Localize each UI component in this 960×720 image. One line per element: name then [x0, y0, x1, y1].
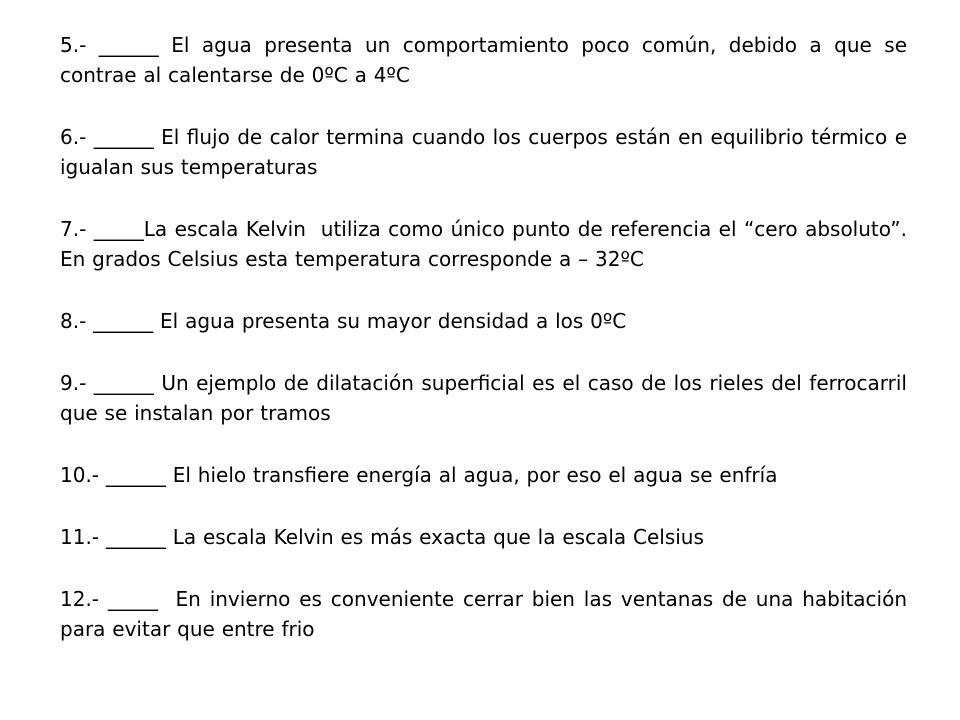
answer-blank: ______ — [86, 309, 161, 333]
statement-number: 9.- — [60, 371, 87, 395]
statement-9 — [60, 368, 914, 428]
statement-number: 6.- — [60, 125, 87, 149]
statement-text: La escala Kelvin utiliza como único punto de referencia el “cero absoluto”. En grados Celsius esta temperatura corresponde a – 32ºC — [60, 217, 914, 271]
statement-12 — [60, 584, 914, 644]
statement-text: El agua presenta un comportamiento poco común, debido a que se contrae al calentarse de 0ºC a 4ºC — [60, 33, 914, 87]
statement-text: El flujo de calor termina cuando los cuerpos están en equilibrio térmico e igualan sus temperaturas — [60, 125, 914, 179]
statement-number: 5.- — [60, 33, 87, 57]
answer-blank: ______ — [86, 371, 162, 395]
statement-number: 12.- — [60, 587, 100, 611]
answer-blank: ______ — [99, 525, 173, 549]
statement-text: En invierno es conveniente cerrar bien las ventanas de una habitación para evitar que entre frio — [60, 587, 914, 641]
statement-10 — [60, 460, 907, 490]
statement-11 — [60, 522, 907, 552]
statement-text: El agua presenta su mayor densidad a los 0ºC — [160, 309, 627, 333]
statement-number: 7.- — [60, 217, 87, 241]
statement-number: 10.- — [60, 463, 100, 487]
answer-blank: _____ — [86, 217, 144, 241]
statement-number: 8.- — [60, 309, 87, 333]
answer-blank: ______ — [86, 33, 172, 57]
statement-text: La escala Kelvin es más exacta que la escala Celsius — [172, 525, 704, 549]
statement-number: 11.- — [60, 525, 100, 549]
statement-text: El hielo transfiere energía al agua, por eso el agua se enfría — [172, 463, 778, 487]
answer-blank: _____ — [99, 587, 176, 611]
statement-7 — [60, 214, 914, 274]
answer-blank: ______ — [86, 125, 162, 149]
answer-blank: ______ — [99, 463, 173, 487]
statement-text: Un ejemplo de dilatación superficial es el caso de los rieles del ferrocarril que se instalan por tramos — [60, 371, 914, 425]
statement-8 — [60, 306, 907, 336]
statement-6 — [60, 122, 914, 182]
statement-5 — [60, 30, 914, 90]
